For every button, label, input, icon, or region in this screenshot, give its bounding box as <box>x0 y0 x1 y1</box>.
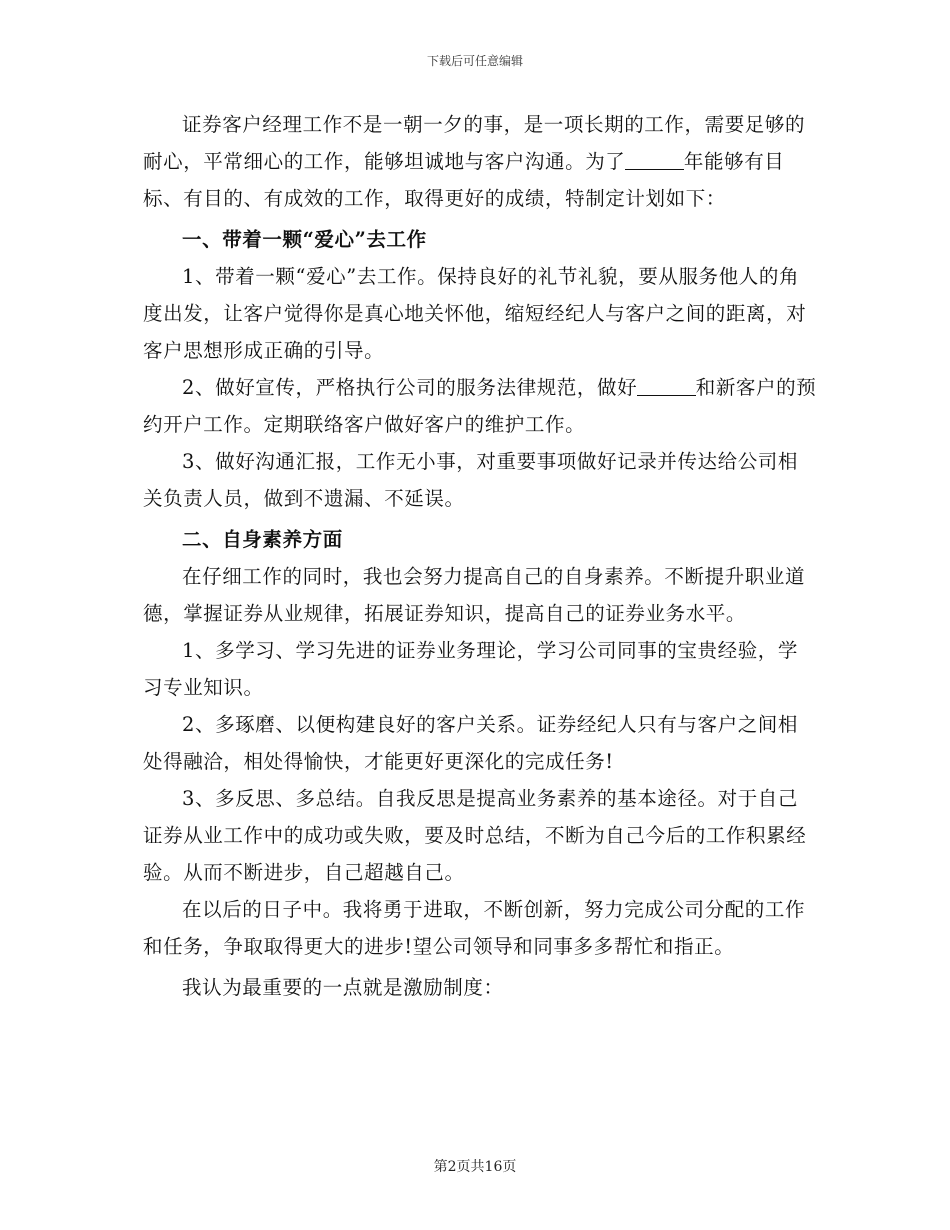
page-header: 下载后可任意编辑 <box>426 54 523 68</box>
closing-paragraph: 在以后的日子中。我将勇于进取，不断创新，努力完成公司分配的工作和任务，争取取得更大的进步!望公司领导和同事多多帮忙和指正。 <box>143 898 806 958</box>
section-heading-2: 二、自身素养方面 <box>182 528 343 551</box>
section-1-item-3: 3、做好沟通汇报，工作无小事，对重要事项做好记录并传达给公司相关负责人员，做到不遗漏、不延误。 <box>143 450 799 510</box>
section-2-item-3: 3、多反思、多总结。自我反思是提高业务素养的基本途径。对于自己证券从业工作中的成功或失败，要及时总结，不断为自己今后的工作积累经验。从而不断进步，自己超越自己。 <box>143 787 807 884</box>
intro-text-start: 证券客户经理工作不是一朝一夕的事，是一项长期的工作，需要足够的耐心，平常细心的工作，能够坦诚地与客户沟通。为了 <box>143 113 806 173</box>
final-paragraph: 我认为最重要的一点就是激励制度： <box>182 976 504 999</box>
document-body <box>143 106 818 1006</box>
section-2-item-2: 2、多琢磨、以便构建良好的客户关系。证券经纪人只有与客户之间相处得融洽，相处得愉快，才能更好更深化的完成任务! <box>143 713 799 773</box>
section-2-item-1: 1、多学习、学习先进的证券业务理论，学习公司同事的宝贵经验，学习专业知识。 <box>143 639 799 699</box>
fill-in-blank <box>637 374 696 396</box>
item-2-text-start: 2、做好宣传，严格执行公司的服务法律规范，做好 <box>182 376 638 399</box>
intro-paragraph <box>143 106 818 217</box>
section-1-item-2 <box>143 369 818 443</box>
fill-in-blank <box>625 148 684 170</box>
section-1-item-1: 1、带着一颗“爱心”去工作。保持良好的礼节礼貌，要从服务他人的角度出发，让客户觉得你是真心地关怀他，缩短经纪人与客户之间的距离，对客户思想形成正确的引导。 <box>143 265 807 362</box>
item-2-text-end: 和新客户的预约开户工作。定期联络客户做好客户的维护工作。 <box>143 376 817 436</box>
section-heading-1: 一、带着一颗“爱心”去工作 <box>182 228 427 251</box>
page-number: 第2页共16页 <box>433 1159 517 1175</box>
intro-text-end: 年能够有目标、有目的、有成效的工作，取得更好的成绩，特制定计划如下： <box>143 150 785 210</box>
section-2-intro: 在仔细工作的同时，我也会努力提高自己的自身素养。不断提升职业道德，掌握证券从业规律，拓展证券知识，提高自己的证券业务水平。 <box>143 565 806 625</box>
